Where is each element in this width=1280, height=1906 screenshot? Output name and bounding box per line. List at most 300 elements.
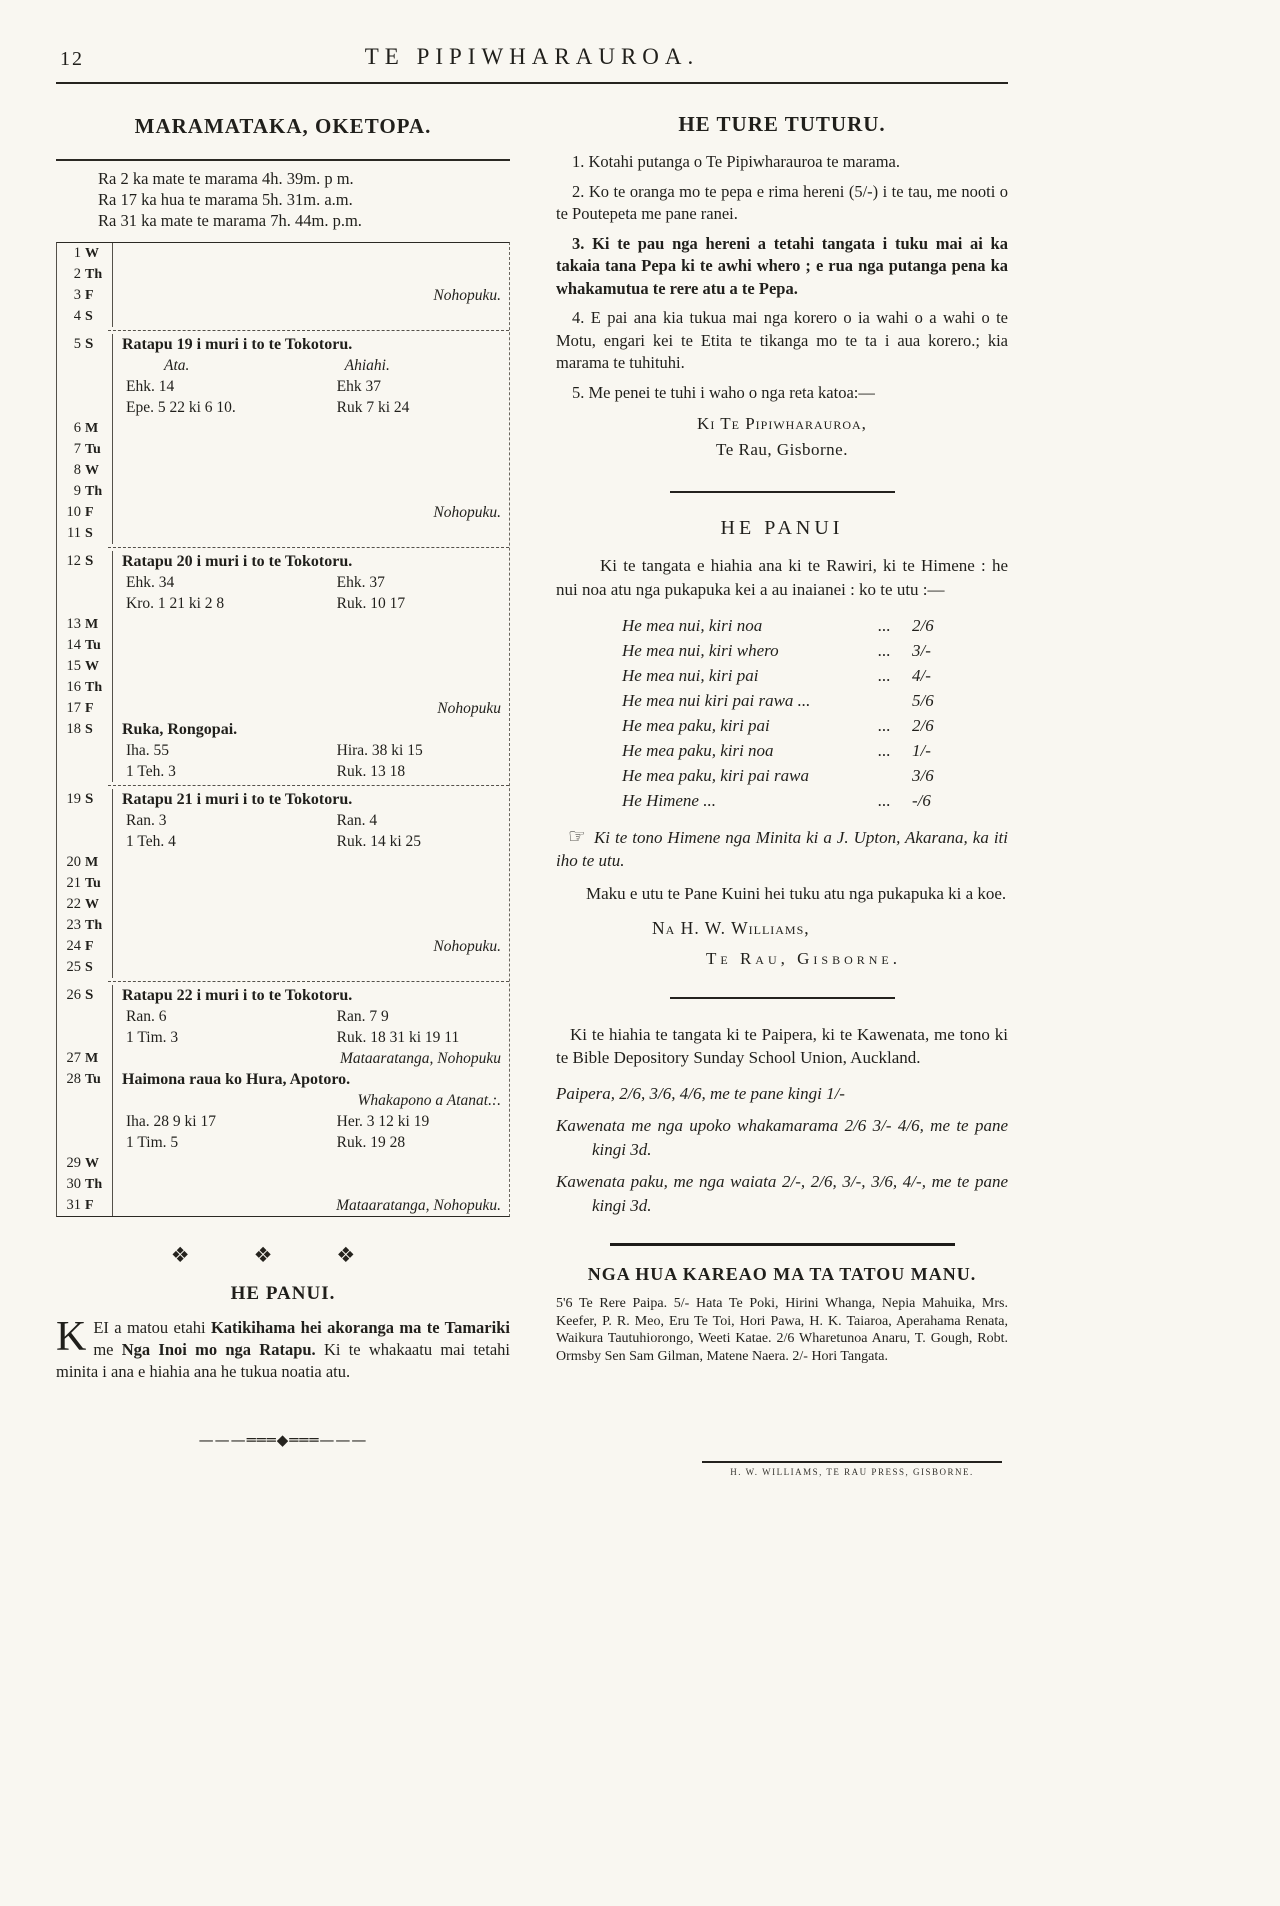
page-header xyxy=(56,44,1008,84)
calendar-row-content xyxy=(113,460,509,481)
calendar-day-number: 30 xyxy=(66,1176,81,1192)
calendar-feast-title: Haimona raua ko Hura, Apotoro. xyxy=(122,1071,351,1088)
fleuron-ornament-icon: ❖ xyxy=(253,1243,273,1267)
calendar-day-number xyxy=(57,355,81,376)
calendar-day-letter: S xyxy=(81,985,113,1006)
calendar-day-number: 8 xyxy=(73,462,81,478)
calendar-day-number xyxy=(57,593,81,614)
calendar-day-letter: Tu xyxy=(81,873,113,894)
price-item-dots: ... xyxy=(878,616,891,635)
calendar-row-content xyxy=(113,985,509,1006)
calendar-row xyxy=(57,264,509,285)
calendar-reading-morning: Iha. 28 9 ki 17 xyxy=(126,1113,216,1130)
price-list-item xyxy=(622,713,952,738)
calendar-row xyxy=(57,523,509,544)
calendar-row xyxy=(57,852,509,873)
price-item-label: He mea nui, kiri whero xyxy=(622,641,779,660)
calendar-row xyxy=(57,614,509,635)
rule-item xyxy=(556,307,1008,375)
calendar-row-content xyxy=(113,677,509,698)
calendar-row-content xyxy=(113,285,509,306)
moon-phase-line: Ra 2 ka mate te marama 4h. 39m. p m. xyxy=(98,169,354,188)
calendar-day-number xyxy=(57,572,81,593)
price-item-label: He mea nui, kiri noa xyxy=(622,616,763,635)
calendar-day-letter: S xyxy=(81,957,113,978)
calendar-row-content xyxy=(113,1132,509,1153)
right-column xyxy=(556,108,1008,1477)
calendar-row xyxy=(57,376,509,397)
price-item-dots xyxy=(878,688,912,713)
calendar-row-content xyxy=(113,831,509,852)
calendar-day-number xyxy=(57,1006,81,1027)
bible-price-line: Paipera, 2/6, 3/6, 4/6, me te pane kingi 1/- xyxy=(556,1083,845,1103)
calendar-readings-row xyxy=(122,355,509,376)
bible-price-list xyxy=(556,1082,1008,1218)
calendar-day-letter xyxy=(81,810,113,831)
panui-text: Ki te whakaatu mai tetahi minita i ana e hiahia ana he tukua noatia atu. xyxy=(56,1340,510,1381)
calendar-day-number: 26 xyxy=(66,987,81,1003)
calendar-day-number: 4 xyxy=(73,308,81,324)
calendar-day-number: 1 xyxy=(73,245,81,261)
bible-paragraph: Ki te hiahia te tangata ki te Paipera, ki te Kawenata, me tono ki te Bible Depository Sunday School Union, Auckland. xyxy=(556,1024,1008,1067)
calendar-table xyxy=(56,242,510,1217)
calendar-row xyxy=(57,740,509,761)
calendar-day-number: 7 xyxy=(73,441,81,457)
calendar-readings-row xyxy=(122,740,509,761)
calendar-day-letter xyxy=(81,376,113,397)
calendar-row-content xyxy=(113,355,509,376)
price-list xyxy=(622,613,952,813)
calendar-row-content xyxy=(113,439,509,460)
price-item-value: 1/- xyxy=(912,741,931,760)
calendar-reading-morning: Ata. xyxy=(164,357,190,374)
calendar-day-letter xyxy=(81,1006,113,1027)
bible-price-line: Kawenata me nga upoko whakamarama 2/6 3/- 4/6, me te pane kingi 3d. xyxy=(556,1116,1008,1159)
calendar-readings-row xyxy=(122,572,509,593)
calendar-day-letter xyxy=(81,355,113,376)
calendar-day-letter: Tu xyxy=(81,1069,113,1090)
calendar-row xyxy=(57,1048,509,1069)
end-ornament: ———═══◆═══——— xyxy=(198,1431,368,1449)
calendar-row xyxy=(57,936,509,957)
calendar-row xyxy=(57,719,509,740)
calendar-row-content xyxy=(113,698,509,719)
rules-title: HE TURE TUTURU. xyxy=(678,112,886,136)
calendar-day-number: 21 xyxy=(66,875,81,891)
rule-number: 4. xyxy=(572,308,591,327)
calendar-day-letter: W xyxy=(81,243,113,264)
calendar-reading-evening: Ruk 7 ki 24 xyxy=(336,399,410,416)
address-line-1: Ki Te Pipiwharauroa, xyxy=(697,414,867,433)
calendar-reading-evening: Ran. 7 9 xyxy=(336,1008,389,1025)
calendar-row xyxy=(57,698,509,719)
calendar-note: Nohopuku. xyxy=(433,287,501,304)
calendar-day-number: 2 xyxy=(73,266,81,282)
price-item-dots: ... xyxy=(878,716,891,735)
calendar-row xyxy=(57,1090,509,1111)
calendar-day-number xyxy=(57,1027,81,1048)
price-item-dots: ... xyxy=(878,666,891,685)
calendar-day-number: 5 xyxy=(73,336,81,352)
calendar-reading-evening: Ehk. 37 xyxy=(336,574,385,591)
calendar-day-letter xyxy=(81,1027,113,1048)
calendar-day-number xyxy=(57,397,81,418)
calendar-row xyxy=(57,460,509,481)
calendar-feast-title: Ruka, Rongopai. xyxy=(122,721,238,738)
left-panui-title: HE PANUI. xyxy=(230,1283,336,1304)
section-divider xyxy=(670,491,895,493)
calendar-day-number xyxy=(57,1111,81,1132)
masthead-title: TE PIPIWHARAUROA. xyxy=(364,44,700,69)
calendar-day-letter xyxy=(81,1132,113,1153)
calendar-row-content xyxy=(113,1069,509,1090)
calendar-readings-row xyxy=(122,831,509,852)
calendar-day-number: 31 xyxy=(66,1197,81,1213)
calendar-row xyxy=(57,1153,509,1174)
calendar-row-content xyxy=(113,761,509,782)
calendar-row-content xyxy=(113,243,509,264)
price-list-item xyxy=(622,663,952,688)
section-divider xyxy=(670,997,895,999)
calendar-row xyxy=(57,285,509,306)
calendar-day-letter: Th xyxy=(81,1174,113,1195)
thick-rule xyxy=(610,1243,955,1246)
ornament-row xyxy=(56,1243,470,1267)
calendar-reading-morning: Ehk. 34 xyxy=(126,574,175,591)
calendar-row-content xyxy=(113,1090,509,1111)
calendar-day-number: 3 xyxy=(73,287,81,303)
calendar-row-content xyxy=(113,572,509,593)
price-item-value: 3/- xyxy=(912,641,931,660)
calendar-row-content xyxy=(113,306,509,327)
calendar-row xyxy=(57,306,509,327)
rule-item xyxy=(556,181,1008,226)
calendar-row xyxy=(57,985,509,1006)
calendar-row xyxy=(57,635,509,656)
calendar-row-content xyxy=(113,1153,509,1174)
calendar-day-letter xyxy=(81,1111,113,1132)
calendar-row-content xyxy=(113,397,509,418)
calendar-reading-morning: 1 Teh. 3 xyxy=(126,763,176,780)
fleuron-ornament-icon: ❖ xyxy=(336,1243,356,1267)
calendar-row-content xyxy=(113,614,509,635)
calendar-day-letter: Tu xyxy=(81,439,113,460)
calendar-readings-row xyxy=(122,810,509,831)
kareao-contributors: 5'6 Te Rere Paipa. 5/- Hata Te Poki, Hirini Whanga, Nepia Mahuika, Mrs. Keefer, P. R. Meo, Eru Te Toi, Hori Pawa, H. K. Taiaroa, Aperahama Renata, Waikura Tautuhiorongo, Weeti Katae. 2/6 Wharetunoa Anaru, T. Gough, Robt. Ormsby Sen Sam Gilman, Matene Naera. 2/- Hori Tangata. xyxy=(556,1296,1008,1364)
calendar-readings-row xyxy=(122,397,509,418)
calendar-row xyxy=(57,831,509,852)
calendar-reading-evening: Ruk. 14 ki 25 xyxy=(336,833,422,850)
calendar-readings-row xyxy=(122,761,509,782)
calendar-row-content xyxy=(113,873,509,894)
calendar-day-number: 18 xyxy=(66,721,81,737)
calendar-feast-title: Ratapu 22 i muri i to te Tokotoru. xyxy=(122,987,353,1004)
calendar-readings-row xyxy=(122,1027,509,1048)
calendar-feast-title: Ratapu 19 i muri i to te Tokotoru. xyxy=(122,336,353,353)
price-item-value: 2/6 xyxy=(912,716,934,735)
calendar-day-number xyxy=(57,761,81,782)
calendar-day-letter: S xyxy=(81,523,113,544)
calendar-row-content xyxy=(113,502,509,523)
calendar-day-letter: Tu xyxy=(81,635,113,656)
calendar-day-number: 9 xyxy=(73,483,81,499)
calendar-day-letter: W xyxy=(81,1153,113,1174)
calendar-row xyxy=(57,418,509,439)
calendar-day-number: 28 xyxy=(66,1071,81,1087)
calendar-row xyxy=(57,1069,509,1090)
calendar-day-letter: Th xyxy=(81,264,113,285)
calendar-reading-evening: Hira. 38 ki 15 xyxy=(336,742,423,759)
rule-text: Ko te oranga mo te pepa e rima hereni (5/-) i te tau, me nooti o te Poutepeta me pane ranei. xyxy=(556,181,1009,223)
calendar-row-content xyxy=(113,1174,509,1195)
calendar-row xyxy=(57,957,509,978)
panui-text-bold: Katikihama hei akoranga ma te Tamariki xyxy=(210,1318,510,1337)
calendar-day-letter: F xyxy=(81,285,113,306)
hand-note-text: Ki te tono Himene nga Minita ki a J. Upton, Akarana, ka iti iho te utu. xyxy=(556,828,1008,870)
calendar-day-number: 24 xyxy=(66,938,81,954)
calendar-day-letter: S xyxy=(81,334,113,355)
calendar-day-letter xyxy=(81,397,113,418)
calendar-week-separator xyxy=(108,330,509,331)
price-list-item xyxy=(622,688,952,713)
calendar-day-letter: M xyxy=(81,852,113,873)
calendar-row xyxy=(57,915,509,936)
calendar-day-letter: F xyxy=(81,698,113,719)
calendar-row-content xyxy=(113,810,509,831)
signature-place: Te Rau, Gisborne. xyxy=(706,948,902,968)
calendar-day-number: 16 xyxy=(66,679,81,695)
calendar-day-number: 22 xyxy=(66,896,81,912)
calendar-reading-evening: Ahiahi. xyxy=(344,357,390,374)
calendar-row xyxy=(57,677,509,698)
calendar-day-number: 29 xyxy=(66,1155,81,1171)
calendar-day-letter: S xyxy=(81,306,113,327)
calendar-note: Mataaratanga, Nohopuku xyxy=(339,1050,501,1067)
calendar-row xyxy=(57,810,509,831)
page-number: 12 xyxy=(60,48,84,70)
calendar-note: Nohopuku. xyxy=(433,504,501,521)
price-item-value: 3/6 xyxy=(912,766,934,785)
calendar-day-letter: Th xyxy=(81,915,113,936)
calendar-row-content xyxy=(113,957,509,978)
calendar-row xyxy=(57,1111,509,1132)
calendar-note: Whakapono a Atanat.:. xyxy=(357,1092,501,1109)
rules-list xyxy=(556,151,1008,404)
calendar-row-content xyxy=(113,551,509,572)
two-column-layout xyxy=(56,108,1008,1477)
calendar-row xyxy=(57,1195,509,1216)
calendar-row-content xyxy=(113,894,509,915)
dropcap-letter: K xyxy=(56,1314,87,1360)
panui-text-bold: Nga Inoi mo nga Ratapu. xyxy=(121,1340,316,1359)
price-item-label: He mea paku, kiri noa xyxy=(622,741,774,760)
calendar-day-number: 27 xyxy=(66,1050,81,1066)
calendar-readings-row xyxy=(122,1132,509,1153)
postage-note: Maku e utu te Pane Kuini hei tuku atu nga pukapuka ki a koe. xyxy=(586,884,1007,903)
calendar-day-number: 17 xyxy=(66,700,81,716)
signature-block xyxy=(556,918,1008,969)
price-item-value: 5/6 xyxy=(912,691,934,710)
rule-text: Kotahi putanga o Te Pipiwharauroa te marama. xyxy=(588,152,900,171)
calendar-row-content xyxy=(113,481,509,502)
calendar-row-content xyxy=(113,656,509,677)
calendar-day-letter: F xyxy=(81,502,113,523)
rule-item xyxy=(556,233,1008,301)
calendar-row xyxy=(57,243,509,264)
left-column xyxy=(56,108,510,1477)
calendar-reading-morning: 1 Tim. 5 xyxy=(126,1134,179,1151)
calendar-row-content xyxy=(113,635,509,656)
calendar-reading-morning: 1 Teh. 4 xyxy=(126,833,176,850)
left-panui-paragraph xyxy=(56,1314,510,1383)
calendar-row xyxy=(57,789,509,810)
moon-phase-line: Ra 31 ka mate te marama 7h. 44m. p.m. xyxy=(98,211,362,230)
calendar-row xyxy=(57,397,509,418)
rule-number: 3. xyxy=(572,233,593,253)
calendar-reading-evening: Ehk 37 xyxy=(336,378,381,395)
calendar-day-number xyxy=(57,1132,81,1153)
calendar-day-number: 11 xyxy=(67,525,81,541)
calendar-day-letter xyxy=(81,1090,113,1111)
calendar-day-number: 14 xyxy=(66,637,81,653)
fleuron-ornament-icon: ❖ xyxy=(170,1243,190,1267)
calendar-row xyxy=(57,1174,509,1195)
panui-text: me xyxy=(93,1340,122,1359)
price-item-dots: ... xyxy=(878,741,891,760)
calendar-row-content xyxy=(113,1111,509,1132)
calendar-row-content xyxy=(113,418,509,439)
calendar-week-separator xyxy=(108,547,509,548)
calendar-feast-title: Ratapu 20 i muri i to te Tokotoru. xyxy=(122,553,353,570)
price-item-value: 4/- xyxy=(912,666,931,685)
kareao-title: NGA HUA KAREAO MA TA TATOU MANU. xyxy=(587,1264,977,1284)
calendar-row-content xyxy=(113,852,509,873)
calendar-row xyxy=(57,551,509,572)
price-item-label: He mea nui kiri pai rawa ... xyxy=(622,691,811,710)
calendar-row xyxy=(57,572,509,593)
calendar-row xyxy=(57,1132,509,1153)
calendar-row-content xyxy=(113,915,509,936)
calendar-feast-title: Ratapu 21 i muri i to te Tokotoru. xyxy=(122,791,353,808)
calendar-row-content xyxy=(113,740,509,761)
price-list-item xyxy=(622,613,952,638)
calendar-week-separator xyxy=(108,785,509,786)
calendar-day-letter: S xyxy=(81,719,113,740)
almanac-title: MARAMATAKA, OKETOPA. xyxy=(134,114,432,138)
calendar-readings-row xyxy=(122,593,509,614)
calendar-row-content xyxy=(113,264,509,285)
calendar-reading-morning: Epe. 5 22 ki 6 10. xyxy=(126,399,236,416)
moon-phase-lines xyxy=(56,159,510,237)
price-item-label: He mea paku, kiri pai rawa xyxy=(622,766,809,785)
hand-note xyxy=(556,825,1008,872)
calendar-day-letter: W xyxy=(81,460,113,481)
calendar-day-number: 10 xyxy=(66,504,81,520)
rule-number: 1. xyxy=(572,152,589,171)
calendar-day-number: 25 xyxy=(66,959,81,975)
address-block xyxy=(556,411,1008,463)
calendar-row xyxy=(57,1027,509,1048)
calendar-day-number xyxy=(57,376,81,397)
calendar-reading-morning: 1 Tim. 3 xyxy=(126,1029,179,1046)
calendar-row-content xyxy=(113,593,509,614)
calendar-day-letter: F xyxy=(81,936,113,957)
calendar-row xyxy=(57,481,509,502)
price-item-value: 2/6 xyxy=(912,616,934,635)
calendar-note: Nohopuku. xyxy=(433,938,501,955)
calendar-row-content xyxy=(113,1048,509,1069)
right-panui-title: HE PANUI xyxy=(720,517,844,539)
panui-intro: Ki te tangata e hiahia ana ki te Rawiri, ki te Himene : he nui noa atu nga pukapuka kei a au inaianei : ko te utu :— xyxy=(556,556,1008,599)
price-list-item xyxy=(622,788,952,813)
rule-text: E pai ana kia tukua mai nga korero o ia wahi o a wahi o te Motu, engari kei te Etita te tikanga mo te ta i aua korero.; kia marama te tuhituhi. xyxy=(556,308,1008,372)
calendar-day-letter: Th xyxy=(81,677,113,698)
calendar-day-letter xyxy=(81,740,113,761)
calendar-day-letter: S xyxy=(81,789,113,810)
calendar-reading-evening: Ran. 4 xyxy=(336,812,378,829)
calendar-day-letter: F xyxy=(81,1195,113,1216)
price-item-value: -/6 xyxy=(912,791,931,810)
calendar-day-letter: M xyxy=(81,418,113,439)
rule-number: 5. xyxy=(572,382,589,402)
calendar-reading-evening: Ruk. 13 18 xyxy=(336,763,406,780)
calendar-row xyxy=(57,761,509,782)
rule-text: Ki te pau nga hereni a tetahi tangata i tuku mai ai ka takaia tana Pepa ki te awhi whero ; e rua nga putanga pena ka whakamutua te rere atu a te Pepa. xyxy=(556,233,1008,298)
pointing-hand-icon: ☞ xyxy=(568,824,586,848)
signature-name: Na H. W. Williams, xyxy=(652,917,810,938)
calendar-day-number xyxy=(57,831,81,852)
calendar-reading-morning: Ran. 3 xyxy=(126,812,167,829)
price-list-item xyxy=(622,638,952,663)
price-item-dots xyxy=(878,763,912,788)
calendar-day-number: 6 xyxy=(73,420,81,436)
price-item-dots: ... xyxy=(878,641,891,660)
calendar-note: Nohopuku xyxy=(437,700,501,717)
calendar-row-content xyxy=(113,1006,509,1027)
calendar-row xyxy=(57,439,509,460)
price-item-label: He mea paku, kiri pai xyxy=(622,716,770,735)
calendar-reading-evening: Ruk. 19 28 xyxy=(336,1134,406,1151)
calendar-day-letter xyxy=(81,761,113,782)
panui-text: EI a matou etahi xyxy=(93,1318,211,1337)
calendar-row-content xyxy=(113,1027,509,1048)
calendar-reading-morning: Ran. 6 xyxy=(126,1008,167,1025)
calendar-day-letter: S xyxy=(81,551,113,572)
calendar-day-letter: W xyxy=(81,894,113,915)
calendar-day-number: 13 xyxy=(66,616,81,632)
price-list-item xyxy=(622,738,952,763)
moon-phase-line: Ra 17 ka hua te marama 5h. 31m. a.m. xyxy=(98,190,353,209)
calendar-reading-evening: Her. 3 12 ki 19 xyxy=(336,1113,430,1130)
calendar-reading-morning: Kro. 1 21 ki 2 8 xyxy=(126,595,225,612)
calendar-day-letter: M xyxy=(81,614,113,635)
calendar-row-content xyxy=(113,334,509,355)
calendar-day-number: 20 xyxy=(66,854,81,870)
price-item-dots: ... xyxy=(878,791,891,810)
calendar-day-number xyxy=(57,810,81,831)
calendar-row xyxy=(57,593,509,614)
printer-imprint: H. W. WILLIAMS, TE RAU PRESS, GISBORNE. xyxy=(702,1461,1002,1477)
calendar-row xyxy=(57,355,509,376)
calendar-reading-morning: Iha. 55 xyxy=(126,742,170,759)
calendar-row-content xyxy=(113,523,509,544)
price-item-label: He mea nui, kiri pai xyxy=(622,666,759,685)
calendar-row-content xyxy=(113,789,509,810)
calendar-day-letter: W xyxy=(81,656,113,677)
price-list-item xyxy=(622,763,952,788)
price-item-label: He Himene ... xyxy=(622,791,716,810)
rule-item xyxy=(556,151,1008,174)
